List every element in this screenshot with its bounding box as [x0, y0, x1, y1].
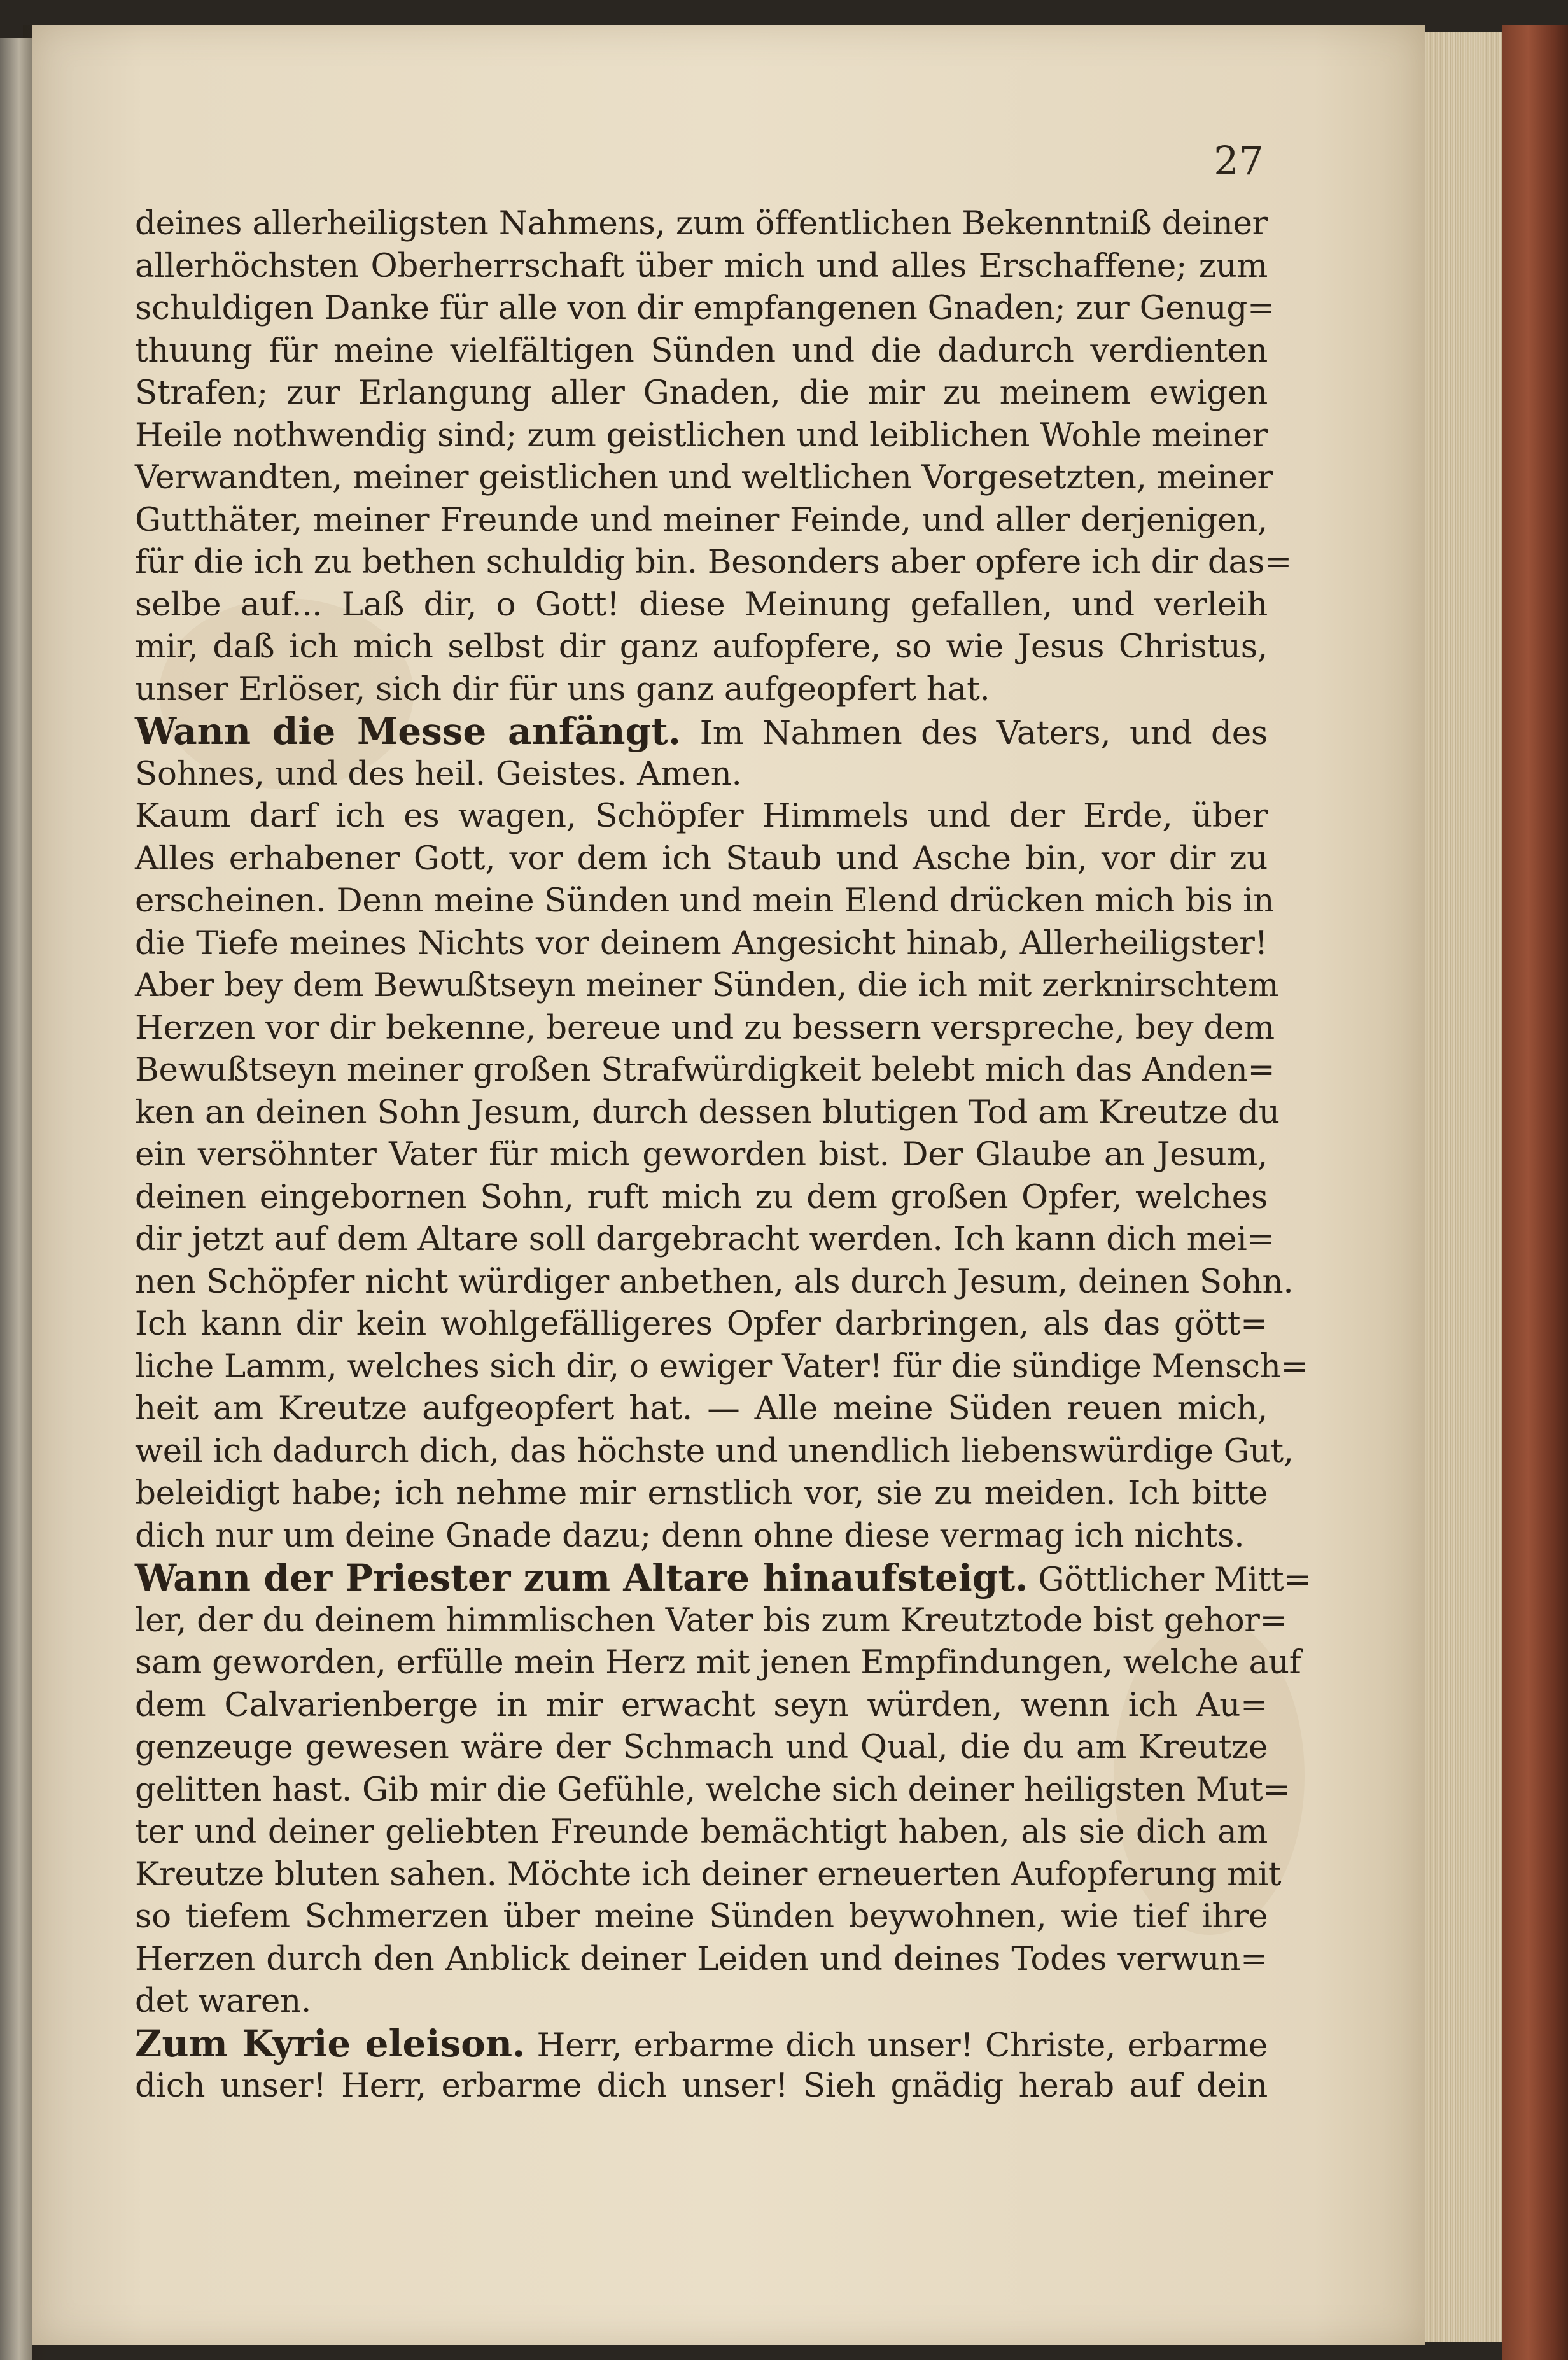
text-line [135, 1218, 1275, 1261]
line-text: Kreutze bluten sahen. Möchte ich deiner erneuerten Aufopferung mit [135, 1855, 1282, 1893]
text-line [135, 245, 1268, 288]
text-line [135, 1176, 1268, 1219]
line-text: für die ich zu bethen schuldig bin. Besonders aber opfere ich dir das= [135, 543, 1292, 581]
text-line [135, 1261, 1294, 1303]
text-line [135, 1345, 1308, 1388]
text-line [135, 710, 1268, 753]
text-line [135, 1684, 1268, 1727]
text-line [135, 584, 1268, 626]
text-line [135, 202, 1268, 245]
line-text: selbe auf... Laß dir, o Gott! diese Meinung gefallen, und verleih [135, 585, 1268, 624]
line-text: Heile nothwendig sind; zum geistlichen und leiblichen Wohle meiner [135, 416, 1268, 454]
text-line [135, 1007, 1275, 1050]
line-text: ler, der du deinem himmlischen Vater bis zum Kreutztode bist gehor= [135, 1601, 1287, 1640]
line-text: nen Schöpfer nicht würdiger anbethen, als durch Jesum, deinen Sohn. [135, 1262, 1294, 1301]
line-text: ter und deiner geliebten Freunde bemächtigt haben, als sie dich am [135, 1813, 1268, 1851]
line-text: genzeuge gewesen wäre der Schmach und Qual, die du am Kreutze [135, 1728, 1268, 1766]
text-line [135, 541, 1292, 584]
body-text [135, 202, 1312, 2107]
line-text: so tiefem Schmerzen über meine Sünden beywohnen, wie tief ihre [135, 1897, 1268, 1935]
text-line [135, 2023, 1268, 2065]
text-line [135, 1092, 1280, 1134]
text-line [135, 1515, 1268, 1557]
line-text: Kaum darf ich es wagen, Schöpfer Himmels und der Erde, über [135, 797, 1268, 835]
text-line [135, 456, 1273, 499]
line-text: allerhöchsten Oberherrschaft über mich und alles Erschaffene; zum [135, 246, 1268, 285]
text-line [135, 1134, 1268, 1176]
line-text: dich unser! Herr, erbarme dich unser! Sieh gnädig herab auf dein [135, 2067, 1268, 2105]
text-line [135, 499, 1268, 542]
text-line [135, 922, 1268, 965]
line-text: Verwandten, meiner geistlichen und weltlichen Vorgesetzten, meiner [135, 458, 1273, 496]
text-line [135, 287, 1275, 330]
line-text: Bewußtseyn meiner großen Strafwürdigkeit belebt mich das Anden= [135, 1051, 1275, 1089]
section-heading: Zum Kyrie eleison. [135, 2021, 526, 2065]
line-text: Aber bey dem Bewußtseyn meiner Sünden, die ich mit zerknirschtem [135, 966, 1279, 1004]
text-line [135, 1726, 1268, 1769]
line-text: unser Erlöser, sich dir für uns ganz aufgeopfert hat. [135, 670, 990, 708]
text-line [135, 1049, 1275, 1092]
text-line [135, 1811, 1268, 1853]
text-line [135, 1430, 1294, 1473]
line-text: Göttlicher Mitt= [1028, 1561, 1312, 1599]
left-page-edge [0, 38, 32, 2360]
text-line [135, 1387, 1268, 1430]
line-text: Herzen durch den Anblick deiner Leiden und deines Todes verwun= [135, 1939, 1268, 1978]
line-text: ken an deinen Sohn Jesum, durch dessen blutigen Tod am Kreutze du [135, 1093, 1280, 1132]
line-text: deinen eingebornen Sohn, ruft mich zu dem großen Opfer, welches [135, 1177, 1268, 1216]
line-text: Alles erhabener Gott, vor dem ich Staub und Asche bin, vor dir zu [135, 839, 1268, 878]
line-text: heit am Kreutze aufgeopfert hat. — Alle meine Süden reuen mich, [135, 1389, 1268, 1428]
line-text: weil ich dadurch dich, das höchste und unendlich liebenswürdige Gut, [135, 1431, 1294, 1470]
line-text: die Tiefe meines Nichts vor deinem Angesicht hinab, Allerheiligster! [135, 924, 1268, 962]
text-line [135, 1938, 1268, 1981]
line-text: mir, daß ich mich selbst dir ganz aufopfere, so wie Jesus Christus, [135, 628, 1268, 666]
text-line [135, 880, 1275, 922]
text-line [135, 1556, 1312, 1599]
text-line [135, 1599, 1287, 1642]
line-text: Im Nahmen des Vaters, und des [681, 714, 1268, 752]
line-text: Strafen; zur Erlangung aller Gnaden, die mir zu meinem ewigen [135, 374, 1268, 412]
text-line [135, 1853, 1282, 1896]
text-line [135, 372, 1268, 414]
text-line [135, 753, 1268, 796]
line-text: schuldigen Danke für alle von dir empfangenen Gnaden; zur Genug= [135, 289, 1275, 327]
text-line [135, 1472, 1268, 1515]
text-line [135, 668, 1268, 711]
text-line [135, 414, 1268, 457]
line-text: Sohnes, und des heil. Geistes. Amen. [135, 754, 742, 793]
line-text: thuung für meine vielfältigen Sünden und die dadurch verdienten [135, 331, 1268, 370]
line-text: dir jetzt auf dem Altare soll dargebracht werden. Ich kann dich mei= [135, 1220, 1275, 1258]
line-text: Herzen vor dir bekenne, bereue und zu bessern verspreche, bey dem [135, 1008, 1275, 1047]
line-text: ein versöhnter Vater für mich geworden bist. Der Glaube an Jesum, [135, 1135, 1268, 1174]
text-line [135, 964, 1279, 1007]
text-line [135, 330, 1268, 372]
line-text: erscheinen. Denn meine Sünden und mein Elend drücken mich bis in [135, 881, 1275, 920]
line-text: gelitten hast. Gib mir die Gefühle, welche sich deiner heiligsten Mut= [135, 1770, 1291, 1809]
line-text: det waren. [135, 1982, 311, 2020]
text-line [135, 1980, 1268, 2023]
page-number: 27 [1214, 137, 1264, 184]
line-text: liche Lamm, welches sich dir, o ewiger Vater! für die sündige Mensch= [135, 1347, 1308, 1386]
section-heading: Wann die Messe anfängt. [135, 710, 682, 753]
text-line [135, 1895, 1268, 1938]
text-line [135, 626, 1268, 668]
text-line [135, 1641, 1301, 1684]
text-line [135, 1769, 1291, 1811]
line-text: deines allerheiligsten Nahmens, zum öffentlichen Bekenntniß deiner [135, 204, 1268, 242]
line-text: Ich kann dir kein wohlgefälligeres Opfer darbringen, als das gött= [135, 1305, 1268, 1343]
line-text: dich nur um deine Gnade dazu; denn ohne diese vermag ich nichts. [135, 1516, 1245, 1555]
line-text: Gutthäter, meiner Freunde und meiner Feinde, und aller derjenigen, [135, 500, 1268, 539]
line-text: sam geworden, erfülle mein Herz mit jenen Empfindungen, welche auf [135, 1643, 1301, 1682]
page-edges [1425, 32, 1502, 2342]
section-heading: Wann der Priester zum Altare hinaufsteigt. [135, 1556, 1028, 1599]
text-line [135, 1303, 1268, 1345]
text-line [135, 838, 1268, 880]
book-cover [1502, 25, 1568, 2360]
line-text: dem Calvarienberge in mir erwacht seyn würden, wenn ich Au= [135, 1685, 1268, 1724]
line-text: Herr, erbarme dich unser! Christe, erbarme [525, 2026, 1268, 2065]
line-text: beleidigt habe; ich nehme mir ernstlich vor, sie zu meiden. Ich bitte [135, 1474, 1268, 1512]
text-line [135, 795, 1268, 838]
text-line [135, 2065, 1268, 2107]
